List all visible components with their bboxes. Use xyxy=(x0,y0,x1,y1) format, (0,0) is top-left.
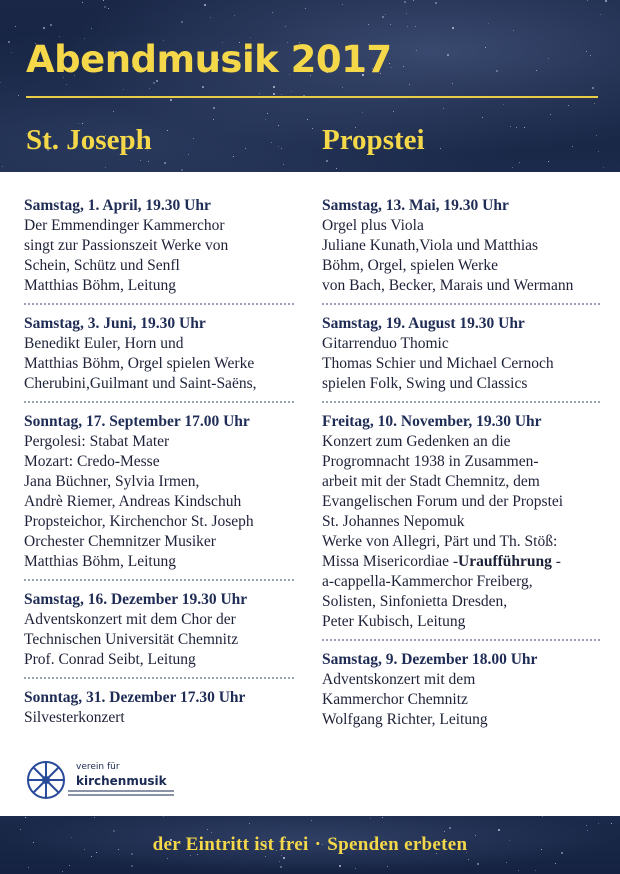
event-date: Samstag, 19. August 19.30 Uhr xyxy=(322,315,525,332)
event-line: Adventskonzert mit dem xyxy=(322,671,476,688)
star-decoration xyxy=(188,154,189,155)
star-decoration xyxy=(307,119,308,120)
star-decoration xyxy=(245,148,246,149)
star-decoration xyxy=(519,162,520,163)
premiere-label: Uraufführung xyxy=(458,553,552,570)
star-decoration xyxy=(265,119,266,120)
star-decoration xyxy=(272,12,273,13)
star-decoration xyxy=(281,94,282,95)
star-decoration xyxy=(131,865,133,867)
star-decoration xyxy=(204,4,206,6)
event-line: Kammerchor Chemnitz xyxy=(322,691,468,708)
star-decoration xyxy=(468,859,469,860)
star-decoration xyxy=(91,856,92,857)
star-decoration xyxy=(339,865,341,867)
star-decoration xyxy=(249,823,250,824)
star-decoration xyxy=(305,8,306,9)
star-decoration xyxy=(403,66,404,67)
star-decoration xyxy=(234,15,235,16)
star-decoration xyxy=(536,70,537,71)
star-decoration xyxy=(485,47,486,48)
star-decoration xyxy=(594,103,595,104)
event-line-premiere xyxy=(322,552,600,572)
event-line: Orgel plus Viola xyxy=(322,217,424,234)
event-line: Evangelischen Forum und der Propstei xyxy=(322,493,564,510)
star-decoration xyxy=(587,830,588,831)
star-decoration xyxy=(265,856,266,857)
event-item xyxy=(24,590,294,679)
star-decoration xyxy=(113,111,114,112)
star-decoration xyxy=(518,870,519,871)
star-decoration xyxy=(587,0,588,1)
event-date: Samstag, 9. Dezember 18.00 Uhr xyxy=(322,651,538,668)
star-decoration xyxy=(59,36,60,37)
event-line: Technischen Universität Chemnitz xyxy=(24,631,239,648)
star-decoration xyxy=(69,865,70,866)
star-decoration xyxy=(342,87,343,88)
star-decoration xyxy=(409,84,410,85)
event-date: Samstag, 16. Dezember 19.30 Uhr xyxy=(24,591,248,608)
title-underline xyxy=(26,96,598,98)
star-decoration xyxy=(586,51,587,52)
star-decoration xyxy=(82,2,83,3)
star-decoration xyxy=(123,89,124,90)
star-decoration xyxy=(280,866,282,868)
event-date: Freitag, 10. November, 19.30 Uhr xyxy=(322,413,542,430)
star-decoration xyxy=(2,166,3,167)
star-decoration xyxy=(342,4,343,5)
star-decoration xyxy=(368,24,369,25)
star-decoration xyxy=(512,167,513,168)
logo-text-kirchenmusik: kirchenmusik xyxy=(76,774,167,788)
star-decoration xyxy=(91,28,92,29)
event-item xyxy=(322,196,600,305)
event-date: Samstag, 3. Juni, 19.30 Uhr xyxy=(24,315,206,332)
event-item xyxy=(322,412,600,641)
star-decoration xyxy=(0,82,1,83)
star-decoration xyxy=(590,55,591,56)
program-content xyxy=(0,172,620,816)
star-decoration xyxy=(291,91,292,92)
event-line: Cherubini,Guilmant und Saint-Saëns, xyxy=(24,375,257,392)
event-line: Adventskonzert mit dem Chor der xyxy=(24,611,236,628)
star-decoration xyxy=(390,24,391,25)
star-decoration xyxy=(598,823,599,824)
header-banner xyxy=(0,0,620,172)
star-decoration xyxy=(164,162,166,164)
star-decoration xyxy=(66,84,67,85)
star-decoration xyxy=(273,86,275,88)
star-decoration xyxy=(233,156,234,157)
star-decoration xyxy=(572,146,573,147)
footer-separator: · xyxy=(314,834,322,855)
star-decoration xyxy=(586,825,587,826)
star-decoration xyxy=(362,112,363,113)
star-decoration xyxy=(443,108,444,109)
star-decoration xyxy=(167,130,168,131)
star-decoration xyxy=(496,70,498,72)
event-line: Prof. Conrad Seibt, Leitung xyxy=(24,651,196,668)
star-decoration xyxy=(444,831,445,832)
star-decoration xyxy=(113,830,115,832)
footer-text xyxy=(0,834,620,856)
star-decoration xyxy=(167,858,168,859)
star-decoration xyxy=(488,23,489,24)
event-line: Propsteichor, Kirchenchor St. Joseph xyxy=(24,513,254,530)
star-decoration xyxy=(482,117,483,118)
star-decoration xyxy=(202,86,204,88)
event-date: Samstag, 13. Mai, 19.30 Uhr xyxy=(322,197,509,214)
venue-propstei: Propstei xyxy=(322,124,425,156)
star-decoration xyxy=(596,135,597,136)
star-decoration xyxy=(370,818,371,819)
right-column xyxy=(322,196,600,738)
event-line: Benedikt Euler, Horn und xyxy=(24,335,184,352)
star-decoration xyxy=(213,107,215,109)
star-decoration xyxy=(449,827,451,829)
star-decoration xyxy=(452,83,453,84)
logo-text-verein: verein für xyxy=(76,762,120,772)
star-decoration xyxy=(598,151,599,152)
footer-banner xyxy=(0,816,620,874)
star-decoration xyxy=(140,160,141,161)
star-decoration xyxy=(273,93,275,95)
event-line: Wolfgang Richter, Leitung xyxy=(322,711,488,728)
star-decoration xyxy=(267,113,268,114)
footer-free-admission: der Eintritt ist frei xyxy=(152,834,309,855)
event-line: a-cappella-Kammerchor Freiberg, xyxy=(322,573,533,590)
star-decoration xyxy=(18,95,19,96)
star-decoration xyxy=(524,127,525,128)
event-date: Samstag, 1. April, 19.30 Uhr xyxy=(24,197,211,214)
event-item xyxy=(322,314,600,403)
verein-logo xyxy=(24,758,174,802)
star-decoration xyxy=(207,829,208,830)
star-decoration xyxy=(416,50,417,51)
star-decoration xyxy=(211,832,212,833)
star-decoration xyxy=(435,2,437,4)
star-decoration xyxy=(603,167,604,168)
star-decoration xyxy=(611,823,612,824)
event-date: Sonntag, 31. Dezember 17.30 Uhr xyxy=(24,689,246,706)
star-decoration xyxy=(25,817,26,818)
star-decoration xyxy=(108,8,109,9)
star-decoration xyxy=(312,128,313,129)
star-decoration xyxy=(278,146,279,147)
star-decoration xyxy=(447,54,449,56)
event-line: Solisten, Sinfonietta Dresden, xyxy=(322,593,508,610)
star-decoration xyxy=(535,870,536,871)
event-line: St. Johannes Nepomuk xyxy=(322,513,465,530)
star-decoration xyxy=(283,164,284,165)
event-item xyxy=(322,650,600,738)
venue-st-joseph: St. Joseph xyxy=(26,124,152,156)
star-decoration xyxy=(506,862,507,863)
star-decoration xyxy=(387,866,388,867)
event-item xyxy=(24,688,294,736)
event-line: Der Emmendinger Kammerchor xyxy=(24,217,225,234)
star-decoration xyxy=(271,142,272,143)
star-decoration xyxy=(105,167,106,168)
star-decoration xyxy=(283,857,285,859)
event-line: Silvesterkonzert xyxy=(24,709,125,726)
event-line: Peter Kubisch, Leitung xyxy=(322,613,466,630)
star-decoration xyxy=(163,816,164,817)
premiere-post: - xyxy=(551,553,561,570)
star-decoration xyxy=(213,119,214,120)
event-line: Andrè Riemer, Andreas Kindschuh xyxy=(24,493,242,510)
star-decoration xyxy=(50,24,52,26)
star-decoration xyxy=(170,99,172,101)
event-line: von Bach, Becker, Marais und Wermann xyxy=(322,277,574,294)
star-decoration xyxy=(382,16,384,18)
star-decoration xyxy=(43,27,45,29)
event-line: Konzert zum Gedenken an die xyxy=(322,433,511,450)
star-decoration xyxy=(326,160,328,162)
event-line: Mozart: Credo-Messe xyxy=(24,453,160,470)
star-decoration xyxy=(210,17,211,18)
star-decoration xyxy=(513,30,514,31)
event-item xyxy=(24,314,294,403)
star-decoration xyxy=(8,41,10,43)
footer-donations: Spenden erbeten xyxy=(327,834,468,855)
star-decoration xyxy=(404,1,406,3)
event-line: Progromnacht 1938 in Zusammen- xyxy=(322,453,539,470)
event-line: Juliane Kunath,Viola und Matthias xyxy=(322,237,539,254)
star-decoration xyxy=(407,26,408,27)
event-line: Matthias Böhm, Orgel spielen Werke xyxy=(24,355,255,372)
star-decoration xyxy=(548,58,549,59)
star-decoration xyxy=(311,820,312,821)
star-decoration xyxy=(413,0,414,1)
event-line: singt zur Passionszeit Werke von xyxy=(24,237,229,254)
event-line: spielen Folk, Swing und Classics xyxy=(322,375,528,392)
event-date: Sonntag, 17. September 17.00 Uhr xyxy=(24,413,250,430)
star-decoration xyxy=(20,829,21,830)
event-line: Matthias Böhm, Leitung xyxy=(24,277,176,294)
star-decoration xyxy=(62,871,63,872)
event-line: Jana Büchner, Sylvia Irmen, xyxy=(24,473,200,490)
logo-lines xyxy=(68,790,174,800)
star-decoration xyxy=(415,26,416,27)
star-decoration xyxy=(555,863,556,864)
event-line: Matthias Böhm, Leitung xyxy=(24,553,176,570)
event-line: Orchester Chemnitzer Musiker xyxy=(24,533,216,550)
star-decoration xyxy=(503,104,504,105)
star-decoration xyxy=(550,114,551,115)
star-decoration xyxy=(568,105,569,106)
star-decoration xyxy=(336,168,337,169)
event-line: Werke von Allegri, Pärt und Th. Stöß: xyxy=(322,533,558,550)
event-item xyxy=(24,412,294,581)
star-decoration xyxy=(94,817,95,818)
star-decoration xyxy=(11,52,12,53)
star-decoration xyxy=(600,14,601,15)
left-column xyxy=(24,196,294,736)
star-decoration xyxy=(516,127,517,128)
event-line: Schein, Schütz und Senfl xyxy=(24,257,180,274)
star-logo-icon xyxy=(24,758,68,802)
star-decoration xyxy=(605,0,607,2)
star-decoration xyxy=(279,861,280,862)
page-title: Abendmusik 2017 xyxy=(26,38,392,81)
star-decoration xyxy=(15,26,16,27)
star-decoration xyxy=(406,13,407,14)
star-decoration xyxy=(355,868,356,869)
star-decoration xyxy=(592,87,594,89)
star-decoration xyxy=(285,26,286,27)
star-decoration xyxy=(452,27,454,29)
star-decoration xyxy=(153,82,155,84)
star-decoration xyxy=(393,111,394,112)
star-decoration xyxy=(440,148,441,149)
star-decoration xyxy=(498,829,500,831)
star-decoration xyxy=(181,169,183,171)
star-decoration xyxy=(542,816,543,817)
star-decoration xyxy=(149,88,150,89)
event-line: Thomas Schier und Michael Cernoch xyxy=(322,355,554,372)
star-decoration xyxy=(181,21,183,23)
star-decoration xyxy=(382,817,383,818)
event-line: Böhm, Orgel, spielen Werke xyxy=(322,257,498,274)
premiere-pre: Missa Misericordiae - xyxy=(322,553,459,570)
star-decoration xyxy=(548,161,549,162)
star-decoration xyxy=(385,14,386,15)
event-item xyxy=(24,196,294,305)
star-decoration xyxy=(281,148,282,149)
star-decoration xyxy=(148,161,149,162)
event-line: Gitarrenduo Thomic xyxy=(322,335,449,352)
star-decoration xyxy=(103,0,104,1)
star-decoration xyxy=(193,138,194,139)
star-decoration xyxy=(278,125,279,126)
star-decoration xyxy=(28,867,29,868)
event-line: Pergolesi: Stabat Mater xyxy=(24,433,170,450)
star-decoration xyxy=(104,6,106,8)
star-decoration xyxy=(477,863,479,865)
event-line: arbeit mit der Stadt Chemnitz, dem xyxy=(322,473,540,490)
star-decoration xyxy=(259,93,260,94)
star-decoration xyxy=(510,126,511,127)
